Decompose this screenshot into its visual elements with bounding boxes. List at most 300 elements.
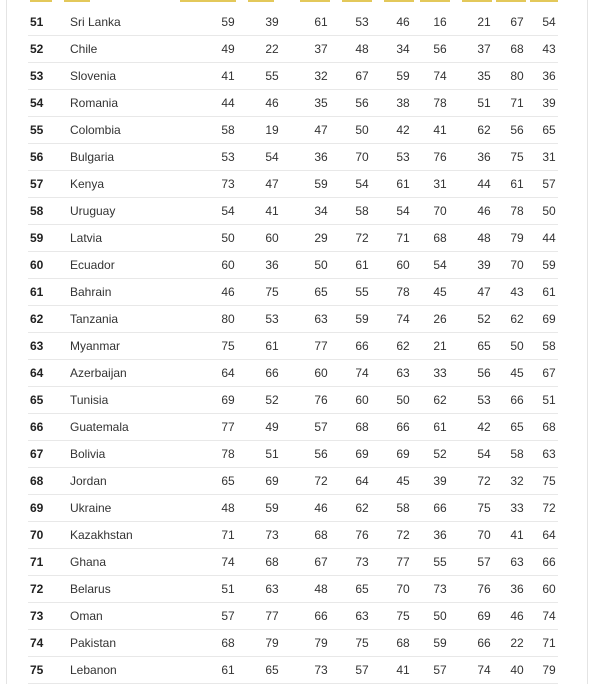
score-cell: 75: [265, 285, 279, 299]
country-cell: Tunisia: [70, 393, 109, 407]
score-cell: 75: [355, 636, 369, 650]
country-cell: Tanzania: [70, 312, 119, 326]
score-cell: 41: [510, 528, 524, 542]
country-cell: Latvia: [70, 231, 103, 245]
country-cell: Kenya: [70, 177, 105, 191]
score-cell: 63: [396, 366, 410, 380]
score-cell: 77: [396, 555, 410, 569]
score-cell: 69: [265, 474, 279, 488]
rank-cell: 64: [30, 366, 44, 380]
header-accent-score-9: [530, 0, 558, 2]
score-cell: 62: [396, 339, 410, 353]
score-cell: 65: [355, 582, 369, 596]
score-cell: 66: [542, 555, 556, 569]
score-cell: 61: [314, 15, 328, 29]
score-cell: 46: [265, 96, 279, 110]
score-cell: 54: [477, 447, 491, 461]
score-cell: 60: [221, 258, 235, 272]
score-cell: 75: [477, 501, 491, 515]
country-cell: Myanmar: [70, 339, 121, 353]
score-cell: 54: [542, 15, 556, 29]
table-row: [28, 495, 558, 522]
score-cell: 21: [477, 15, 491, 29]
rank-cell: 56: [30, 150, 44, 164]
score-cell: 61: [542, 285, 556, 299]
score-cell: 39: [542, 96, 556, 110]
table-row: [28, 252, 558, 279]
score-cell: 63: [265, 582, 279, 596]
country-cell: Ukraine: [70, 501, 112, 515]
country-cell: Colombia: [70, 123, 121, 137]
country-cell: Oman: [70, 609, 103, 623]
table-row: [28, 63, 558, 90]
score-cell: 47: [477, 285, 491, 299]
score-cell: 38: [396, 96, 410, 110]
score-cell: 59: [396, 69, 410, 83]
header-accent-score-5: [384, 0, 414, 2]
score-cell: 75: [396, 609, 410, 623]
table-row: [28, 333, 558, 360]
country-cell: Slovenia: [70, 69, 117, 83]
country-cell: Chile: [70, 42, 98, 56]
score-cell: 56: [314, 447, 328, 461]
score-cell: 60: [396, 258, 410, 272]
score-cell: 71: [221, 528, 235, 542]
score-cell: 60: [314, 366, 328, 380]
score-cell: 22: [265, 42, 279, 56]
rank-cell: 60: [30, 258, 44, 272]
score-cell: 71: [396, 231, 410, 245]
score-cell: 50: [433, 609, 447, 623]
score-cell: 58: [542, 339, 556, 353]
score-cell: 50: [396, 393, 410, 407]
score-cell: 78: [510, 204, 524, 218]
score-cell: 59: [355, 312, 369, 326]
score-cell: 54: [355, 177, 369, 191]
score-cell: 44: [542, 231, 556, 245]
header-accent-score-6: [420, 0, 450, 2]
table-row: [28, 360, 558, 387]
score-cell: 57: [221, 609, 235, 623]
score-cell: 73: [265, 528, 279, 542]
score-cell: 36: [314, 150, 328, 164]
score-cell: 49: [265, 420, 279, 434]
score-cell: 68: [221, 636, 235, 650]
country-cell: Romania: [70, 96, 119, 110]
score-cell: 68: [433, 231, 447, 245]
score-cell: 48: [477, 231, 491, 245]
score-cell: 78: [396, 285, 410, 299]
score-cell: 68: [355, 420, 369, 434]
score-cell: 62: [355, 501, 369, 515]
score-cell: 79: [314, 636, 328, 650]
score-cell: 68: [314, 528, 328, 542]
score-cell: 39: [265, 15, 279, 29]
score-cell: 45: [433, 285, 447, 299]
score-cell: 65: [314, 285, 328, 299]
score-cell: 36: [542, 69, 556, 83]
score-cell: 50: [542, 204, 556, 218]
rank-cell: 65: [30, 393, 44, 407]
country-cell: Ghana: [70, 555, 107, 569]
header-accent-score-7: [462, 0, 492, 2]
score-cell: 33: [510, 501, 524, 515]
score-cell: 57: [314, 420, 328, 434]
score-cell: 74: [396, 312, 410, 326]
score-cell: 51: [477, 96, 491, 110]
score-cell: 43: [542, 42, 556, 56]
score-cell: 61: [265, 339, 279, 353]
score-cell: 66: [355, 339, 369, 353]
score-cell: 39: [433, 474, 447, 488]
rank-cell: 62: [30, 312, 44, 326]
score-cell: 69: [542, 312, 556, 326]
score-cell: 70: [396, 582, 410, 596]
score-cell: 65: [221, 474, 235, 488]
score-cell: 78: [221, 447, 235, 461]
score-cell: 53: [221, 150, 235, 164]
score-cell: 80: [510, 69, 524, 83]
score-cell: 46: [221, 285, 235, 299]
score-cell: 55: [355, 285, 369, 299]
rank-cell: 72: [30, 582, 44, 596]
score-cell: 59: [314, 177, 328, 191]
table-row: [28, 387, 558, 414]
column-header-accents: [0, 0, 595, 4]
score-cell: 79: [510, 231, 524, 245]
score-cell: 63: [542, 447, 556, 461]
rank-cell: 71: [30, 555, 44, 569]
country-cell: Azerbaijan: [70, 366, 127, 380]
rank-cell: 55: [30, 123, 44, 137]
score-cell: 63: [355, 609, 369, 623]
score-cell: 70: [477, 528, 491, 542]
score-cell: 55: [265, 69, 279, 83]
score-cell: 71: [510, 96, 524, 110]
score-cell: 66: [314, 609, 328, 623]
score-cell: 73: [433, 582, 447, 596]
score-cell: 62: [433, 393, 447, 407]
score-cell: 57: [433, 663, 447, 677]
score-cell: 26: [433, 312, 447, 326]
score-cell: 55: [433, 555, 447, 569]
table-row: [28, 225, 558, 252]
score-cell: 69: [221, 393, 235, 407]
rank-cell: 69: [30, 501, 44, 515]
table-row: [28, 36, 558, 63]
score-cell: 72: [355, 231, 369, 245]
score-cell: 37: [477, 42, 491, 56]
score-cell: 68: [510, 42, 524, 56]
country-cell: Bulgaria: [70, 150, 115, 164]
score-cell: 36: [265, 258, 279, 272]
rank-cell: 53: [30, 69, 44, 83]
score-cell: 31: [542, 150, 556, 164]
score-cell: 59: [542, 258, 556, 272]
score-cell: 75: [221, 339, 235, 353]
score-cell: 68: [265, 555, 279, 569]
score-cell: 68: [396, 636, 410, 650]
score-cell: 61: [510, 177, 524, 191]
score-cell: 35: [314, 96, 328, 110]
header-accent-score-4: [342, 0, 372, 2]
score-cell: 44: [477, 177, 491, 191]
score-cell: 80: [221, 312, 235, 326]
score-cell: 59: [221, 15, 235, 29]
score-cell: 75: [542, 474, 556, 488]
country-cell: Bolivia: [70, 447, 106, 461]
score-cell: 31: [433, 177, 447, 191]
score-cell: 50: [314, 258, 328, 272]
score-cell: 47: [314, 123, 328, 137]
rank-cell: 54: [30, 96, 44, 110]
table-row: [28, 90, 558, 117]
score-cell: 70: [433, 204, 447, 218]
score-cell: 47: [265, 177, 279, 191]
score-cell: 41: [433, 123, 447, 137]
score-cell: 79: [542, 663, 556, 677]
rank-cell: 61: [30, 285, 44, 299]
score-cell: 49: [221, 42, 235, 56]
score-cell: 34: [396, 42, 410, 56]
score-cell: 74: [477, 663, 491, 677]
score-cell: 56: [355, 96, 369, 110]
score-cell: 66: [510, 393, 524, 407]
header-accent-rank: [30, 0, 52, 2]
score-cell: 41: [265, 204, 279, 218]
rank-cell: 57: [30, 177, 44, 191]
score-cell: 76: [314, 393, 328, 407]
rank-cell: 58: [30, 204, 44, 218]
score-cell: 22: [510, 636, 524, 650]
country-cell: Guatemala: [70, 420, 129, 434]
score-cell: 54: [433, 258, 447, 272]
score-cell: 35: [477, 69, 491, 83]
score-cell: 65: [542, 123, 556, 137]
table-row: [28, 144, 558, 171]
score-cell: 59: [265, 501, 279, 515]
table-row: [28, 9, 558, 36]
score-cell: 66: [265, 366, 279, 380]
score-cell: 29: [314, 231, 328, 245]
score-cell: 73: [221, 177, 235, 191]
country-cell: Kazakhstan: [70, 528, 133, 542]
score-cell: 61: [355, 258, 369, 272]
table-row: [28, 657, 558, 684]
score-cell: 61: [396, 177, 410, 191]
score-cell: 77: [265, 609, 279, 623]
rank-cell: 63: [30, 339, 44, 353]
score-cell: 58: [396, 501, 410, 515]
table-row: [28, 522, 558, 549]
rank-cell: 73: [30, 609, 44, 623]
score-cell: 46: [314, 501, 328, 515]
table-row: [28, 549, 558, 576]
table-row: [28, 306, 558, 333]
score-cell: 61: [433, 420, 447, 434]
table-row: [28, 279, 558, 306]
header-accent-country: [64, 0, 90, 2]
table-row: [28, 576, 558, 603]
score-cell: 56: [510, 123, 524, 137]
score-cell: 45: [510, 366, 524, 380]
score-cell: 50: [221, 231, 235, 245]
score-cell: 76: [433, 150, 447, 164]
score-cell: 51: [542, 393, 556, 407]
country-cell: Bahrain: [70, 285, 112, 299]
score-cell: 66: [396, 420, 410, 434]
score-cell: 32: [510, 474, 524, 488]
score-cell: 53: [355, 15, 369, 29]
score-cell: 72: [396, 528, 410, 542]
score-cell: 46: [510, 609, 524, 623]
score-cell: 41: [396, 663, 410, 677]
score-cell: 78: [433, 96, 447, 110]
score-cell: 73: [314, 663, 328, 677]
header-accent-score-8: [496, 0, 526, 2]
score-cell: 21: [433, 339, 447, 353]
score-cell: 59: [433, 636, 447, 650]
score-cell: 64: [221, 366, 235, 380]
score-cell: 53: [477, 393, 491, 407]
country-cell: Pakistan: [70, 636, 117, 650]
table-row: [28, 117, 558, 144]
score-cell: 56: [477, 366, 491, 380]
score-cell: 63: [314, 312, 328, 326]
score-cell: 48: [355, 42, 369, 56]
rank-cell: 68: [30, 474, 44, 488]
header-accent-score-1: [180, 0, 236, 2]
score-cell: 58: [221, 123, 235, 137]
score-cell: 60: [265, 231, 279, 245]
country-cell: Lebanon: [70, 663, 117, 677]
score-cell: 74: [221, 555, 235, 569]
score-cell: 46: [477, 204, 491, 218]
country-cell: Jordan: [70, 474, 107, 488]
score-cell: 56: [433, 42, 447, 56]
score-cell: 67: [314, 555, 328, 569]
rank-cell: 70: [30, 528, 44, 542]
score-cell: 64: [355, 474, 369, 488]
country-cell: Sri Lanka: [70, 15, 121, 29]
score-cell: 33: [433, 366, 447, 380]
ranking-table: [28, 9, 558, 684]
score-cell: 66: [477, 636, 491, 650]
score-cell: 52: [433, 447, 447, 461]
score-cell: 43: [510, 285, 524, 299]
score-cell: 68: [542, 420, 556, 434]
header-accent-score-3: [300, 0, 330, 2]
score-cell: 53: [265, 312, 279, 326]
score-cell: 62: [510, 312, 524, 326]
score-cell: 57: [542, 177, 556, 191]
score-cell: 53: [396, 150, 410, 164]
rank-cell: 52: [30, 42, 44, 56]
table-row: [28, 630, 558, 657]
score-cell: 62: [477, 123, 491, 137]
score-cell: 36: [510, 582, 524, 596]
score-cell: 69: [355, 447, 369, 461]
country-cell: Ecuador: [70, 258, 115, 272]
score-cell: 76: [477, 582, 491, 596]
score-cell: 36: [477, 150, 491, 164]
score-cell: 40: [510, 663, 524, 677]
score-cell: 60: [542, 582, 556, 596]
score-cell: 34: [314, 204, 328, 218]
table-row: [28, 441, 558, 468]
country-cell: Belarus: [70, 582, 111, 596]
table-row: [28, 198, 558, 225]
score-cell: 48: [314, 582, 328, 596]
score-cell: 50: [355, 123, 369, 137]
score-cell: 57: [355, 663, 369, 677]
score-cell: 76: [355, 528, 369, 542]
score-cell: 67: [510, 15, 524, 29]
score-cell: 48: [221, 501, 235, 515]
score-cell: 36: [433, 528, 447, 542]
score-cell: 65: [510, 420, 524, 434]
score-cell: 42: [477, 420, 491, 434]
score-cell: 74: [355, 366, 369, 380]
score-cell: 67: [542, 366, 556, 380]
table-row: [28, 603, 558, 630]
score-cell: 73: [355, 555, 369, 569]
rank-cell: 67: [30, 447, 44, 461]
score-cell: 52: [265, 393, 279, 407]
score-cell: 61: [221, 663, 235, 677]
score-cell: 74: [542, 609, 556, 623]
rank-cell: 74: [30, 636, 44, 650]
score-cell: 51: [265, 447, 279, 461]
score-cell: 65: [265, 663, 279, 677]
score-cell: 54: [396, 204, 410, 218]
score-cell: 69: [477, 609, 491, 623]
table-row: [28, 171, 558, 198]
score-cell: 65: [477, 339, 491, 353]
score-cell: 72: [477, 474, 491, 488]
score-cell: 54: [265, 150, 279, 164]
score-cell: 58: [355, 204, 369, 218]
table-row: [28, 468, 558, 495]
score-cell: 39: [477, 258, 491, 272]
score-cell: 19: [265, 123, 279, 137]
score-cell: 67: [355, 69, 369, 83]
score-cell: 44: [221, 96, 235, 110]
score-cell: 70: [355, 150, 369, 164]
score-cell: 74: [433, 69, 447, 83]
score-cell: 69: [396, 447, 410, 461]
score-cell: 32: [314, 69, 328, 83]
score-cell: 16: [433, 15, 447, 29]
score-cell: 57: [477, 555, 491, 569]
score-cell: 54: [221, 204, 235, 218]
score-cell: 66: [433, 501, 447, 515]
rank-cell: 59: [30, 231, 44, 245]
score-cell: 37: [314, 42, 328, 56]
header-accent-score-2: [248, 0, 274, 2]
score-cell: 72: [542, 501, 556, 515]
rank-cell: 66: [30, 420, 44, 434]
score-cell: 41: [221, 69, 235, 83]
rank-cell: 51: [30, 15, 44, 29]
score-cell: 58: [510, 447, 524, 461]
score-cell: 70: [510, 258, 524, 272]
score-cell: 42: [396, 123, 410, 137]
score-cell: 50: [510, 339, 524, 353]
score-cell: 63: [510, 555, 524, 569]
score-cell: 52: [477, 312, 491, 326]
score-cell: 45: [396, 474, 410, 488]
